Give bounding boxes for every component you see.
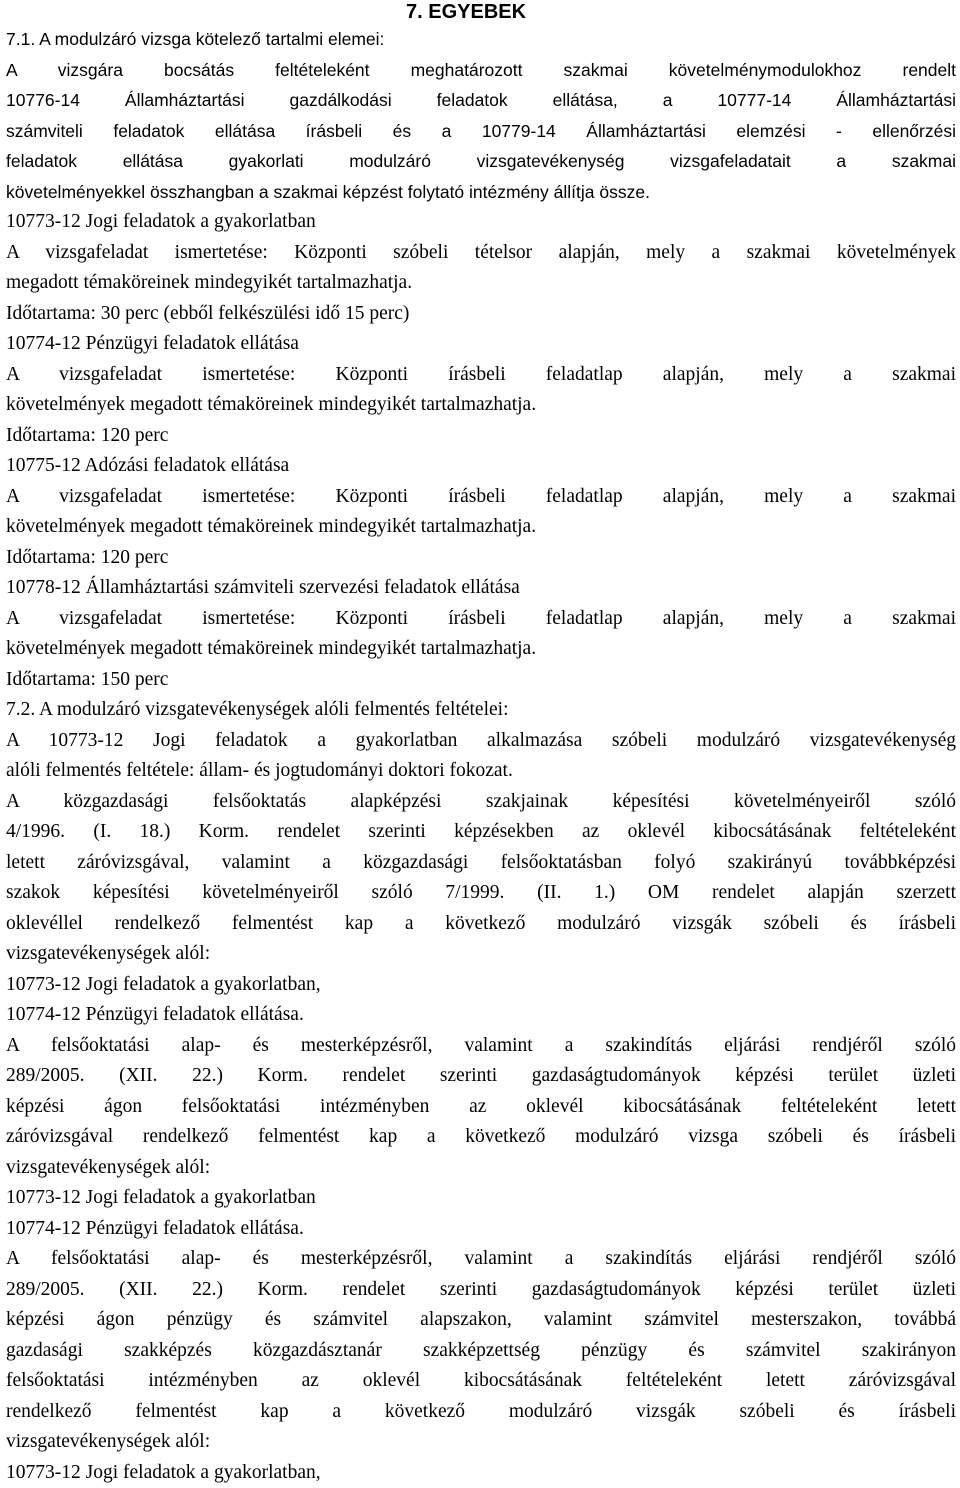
text-line: követelmények megadott témaköreinek mindegyikét tartalmazhatja. xyxy=(6,390,956,421)
text-line: 7.1. A modulzáró vizsga kötelező tartalmi elemei: xyxy=(6,24,956,55)
text-line: oklevéllel rendelkező felmentést kap a következő modulzáró vizsgák szóbeli és írásbeli xyxy=(6,909,956,940)
text-line: képzési ágon pénzügy és számvitel alapszakon, valamint számvitel mesterszakon, továbbá xyxy=(6,1305,956,1336)
text-line: rendelkező felmentést kap a következő modulzáró vizsgák szóbeli és írásbeli xyxy=(6,1397,956,1428)
text-line: A felsőoktatási alap- és mesterképzésről, valamint a szakindítás eljárási rendjéről szóló xyxy=(6,1031,956,1062)
text-line: megadott témaköreinek mindegyikét tartalmazhatja. xyxy=(6,268,956,299)
text-line: 289/2005. (XII. 22.) Korm. rendelet szerinti gazdaságtudományok képzési terület üzleti xyxy=(6,1061,956,1092)
text-line: A vizsgafeladat ismertetése: Központi írásbeli feladatlap alapján, mely a szakmai xyxy=(6,360,956,391)
text-line: feladatok ellátása gyakorlati modulzáró vizsgatevékenység vizsgafeladatait a szakmai xyxy=(6,146,956,177)
text-line: szakok képesítési követelményeiről szóló 7/1999. (II. 1.) OM rendelet alapján szerzett xyxy=(6,878,956,909)
text-line: A közgazdasági felsőoktatás alapképzési szakjainak képesítési követelményeiről szóló xyxy=(6,787,956,818)
text-line: letett záróvizsgával, valamint a közgazdasági felsőoktatásban folyó szakirányú továbbképzési xyxy=(6,848,956,879)
text-line: 10773-12 Jogi feladatok a gyakorlatban, xyxy=(6,1458,956,1488)
section-heading: 7. EGYEBEK xyxy=(6,0,956,24)
text-line: vizsgatevékenységek alól: xyxy=(6,939,956,970)
text-line: Időtartama: 30 perc (ebből felkészülési idő 15 perc) xyxy=(6,299,956,330)
text-line: követelményekkel összhangban a szakmai képzést folytató intézmény állítja össze. xyxy=(6,177,956,208)
text-line: 10774-12 Pénzügyi feladatok ellátása. xyxy=(6,1000,956,1031)
text-line: 10776-14 Államháztartási gazdálkodási feladatok ellátása, a 10777-14 Államháztartási xyxy=(6,85,956,116)
text-line: gazdasági szakképzés közgazdásztanár szakképzettség pénzügy és számvitel szakirányon xyxy=(6,1336,956,1367)
text-line: vizsgatevékenységek alól: xyxy=(6,1427,956,1458)
text-line: követelmények megadott témaköreinek mindegyikét tartalmazhatja. xyxy=(6,512,956,543)
text-line: követelmények megadott témaköreinek mindegyikét tartalmazhatja. xyxy=(6,634,956,665)
text-line: A vizsgára bocsátás feltételeként meghatározott szakmai követelménymodulokhoz rendelt xyxy=(6,55,956,86)
text-line: alóli felmentés feltétele: állam- és jogtudományi doktori fokozat. xyxy=(6,756,956,787)
text-line: vizsgatevékenységek alól: xyxy=(6,1153,956,1184)
text-line: 10774-12 Pénzügyi feladatok ellátása xyxy=(6,329,956,360)
text-line: 7.2. A modulzáró vizsgatevékenységek alóli felmentés feltételei: xyxy=(6,695,956,726)
text-line: A vizsgafeladat ismertetése: Központi szóbeli tételsor alapján, mely a szakmai követelmények xyxy=(6,238,956,269)
text-line: számviteli feladatok ellátása írásbeli és a 10779-14 Államháztartási elemzési - ellenőrzési xyxy=(6,116,956,147)
document-page xyxy=(6,0,956,1488)
text-line: 10778-12 Államháztartási számviteli szervezési feladatok ellátása xyxy=(6,573,956,604)
text-line: 10773-12 Jogi feladatok a gyakorlatban, xyxy=(6,970,956,1001)
text-line: 289/2005. (XII. 22.) Korm. rendelet szerinti gazdaságtudományok képzési terület üzleti xyxy=(6,1275,956,1306)
text-line: A felsőoktatási alap- és mesterképzésről, valamint a szakindítás eljárási rendjéről szóló xyxy=(6,1244,956,1275)
text-line: Időtartama: 150 perc xyxy=(6,665,956,696)
text-line: 10773-12 Jogi feladatok a gyakorlatban xyxy=(6,207,956,238)
text-line: 4/1996. (I. 18.) Korm. rendelet szerinti képzésekben az oklevél kibocsátásának feltételeként xyxy=(6,817,956,848)
text-line: A vizsgafeladat ismertetése: Központi írásbeli feladatlap alapján, mely a szakmai xyxy=(6,604,956,635)
text-line: A 10773-12 Jogi feladatok a gyakorlatban alkalmazása szóbeli modulzáró vizsgatevékenység xyxy=(6,726,956,757)
text-line: 10774-12 Pénzügyi feladatok ellátása. xyxy=(6,1214,956,1245)
text-line: Időtartama: 120 perc xyxy=(6,543,956,574)
text-line: 10775-12 Adózási feladatok ellátása xyxy=(6,451,956,482)
text-line: 10773-12 Jogi feladatok a gyakorlatban xyxy=(6,1183,956,1214)
text-line: képzési ágon felsőoktatási intézményben az oklevél kibocsátásának feltételeként letett xyxy=(6,1092,956,1123)
text-line: A vizsgafeladat ismertetése: Központi írásbeli feladatlap alapján, mely a szakmai xyxy=(6,482,956,513)
text-line: Időtartama: 120 perc xyxy=(6,421,956,452)
text-line: záróvizsgával rendelkező felmentést kap a következő modulzáró vizsga szóbeli és írásbeli xyxy=(6,1122,956,1153)
document-body xyxy=(6,24,956,1488)
text-line: felsőoktatási intézményben az oklevél kibocsátásának feltételeként letett záróvizsgával xyxy=(6,1366,956,1397)
